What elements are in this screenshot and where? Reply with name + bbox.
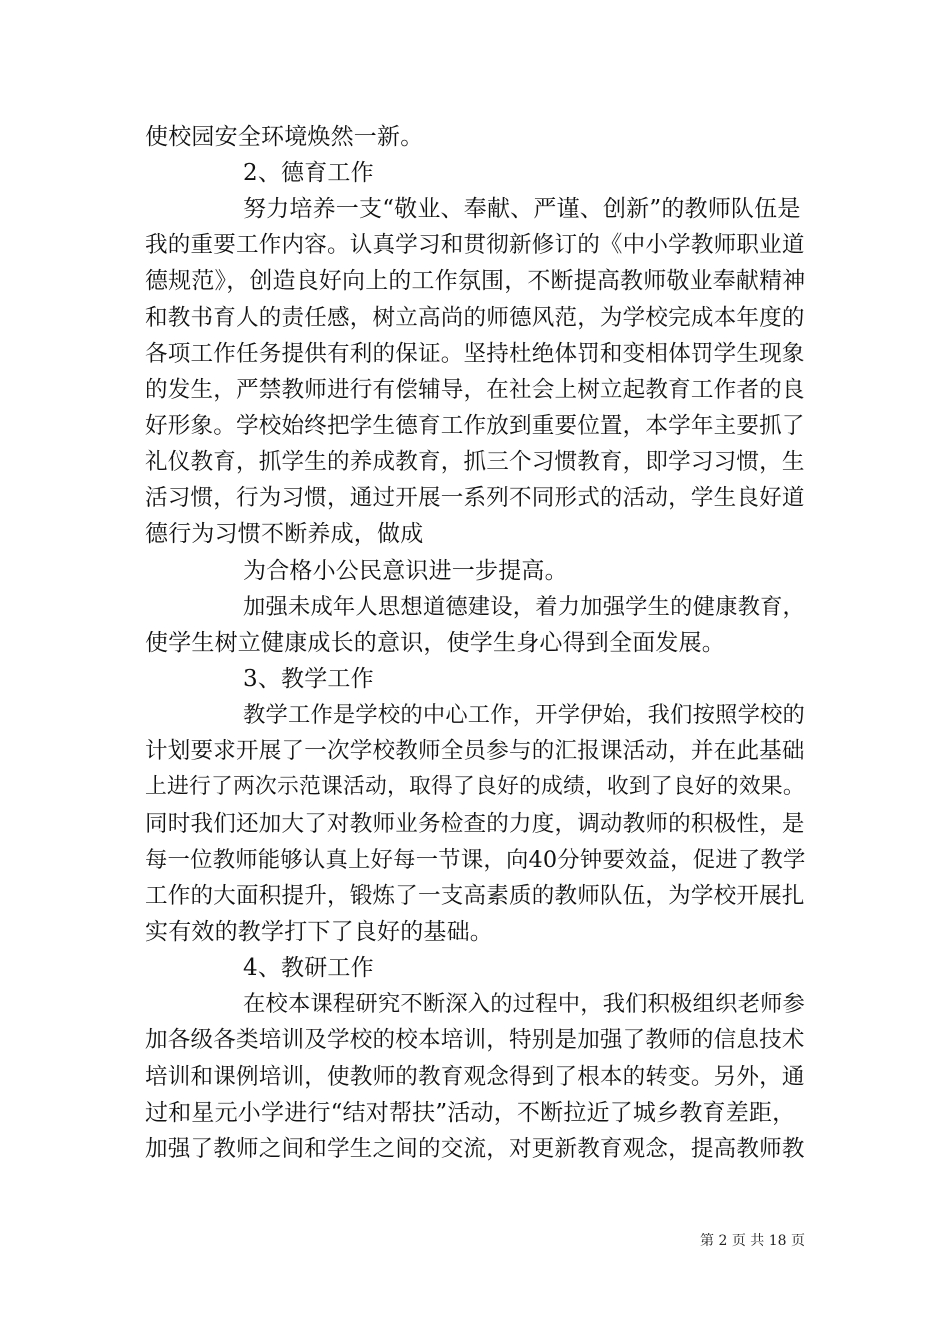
text-line-14: 加强未成年人思想道德建设，着力加强学生的健康教育，	[243, 594, 806, 620]
text-line-5: 德规范》，创造良好向上的工作氛围，不断提高教师敬业奉献精神	[145, 268, 806, 294]
text-line-25: 在校本课程研究不断深入的过程中，我们积极组织老师参	[243, 991, 806, 1017]
text-line-12: 德行为习惯不断养成，做成	[145, 521, 424, 547]
text-line-20: 同时我们还加大了对教师业务检查的力度，调动教师的积极性，是	[145, 811, 805, 837]
text-line-26: 加各级各类培训及学校的校本培训，特别是加强了教师的信息技术	[145, 1027, 805, 1053]
text-line-11: 活习惯，行为习惯，通过开展一系列不同形式的活动，学生良好道	[145, 485, 805, 511]
text-line-21: 每一位教师能够认真上好每一节课，向40分钟要效益，促进了教学	[145, 847, 806, 873]
text-line-10: 礼仪教育，抓学生的养成教育，抓三个习惯教育，即学习习惯，生	[145, 449, 805, 475]
text-line-29: 加强了教师之间和学生之间的交流，对更新教育观念，提高教师教	[145, 1136, 805, 1162]
text-line-9: 好形象。学校始终把学生德育工作放到重要位置，本学年主要抓了	[145, 413, 805, 439]
text-line-28: 过和星元小学进行“结对帮扶”活动，不断拉近了城乡教育差距，	[145, 1100, 796, 1126]
section-heading-teaching-research: 4、教研工作	[243, 955, 374, 981]
text-line-15: 使学生树立健康成长的意识，使学生身心得到全面发展。	[145, 630, 725, 656]
text-line-19: 上进行了两次示范课活动，取得了良好的成绩，收到了良好的效果。	[145, 774, 805, 799]
text-line-17: 教学工作是学校的中心工作，开学伊始，我们按照学校的	[243, 702, 806, 728]
text-line-13: 为合格小公民意识进一步提高。	[243, 558, 568, 584]
section-heading-moral-education: 2、德育工作	[243, 160, 374, 186]
text-line-18: 计划要求开展了一次学校教师全员参与的汇报课活动，并在此基础	[145, 738, 805, 764]
section-heading-teaching: 3、教学工作	[243, 666, 374, 692]
text-line-22: 工作的大面积提升，锻炼了一支高素质的教师队伍，为学校开展扎	[145, 883, 805, 909]
text-line-8: 的发生，严禁教师进行有偿辅导，在社会上树立起教育工作者的良	[145, 377, 805, 403]
text-line-7: 各项工作任务提供有利的保证。坚持杜绝体罚和变相体罚学生现象	[145, 341, 805, 367]
page-number-footer: 第 2 页 共 18 页	[700, 1233, 805, 1249]
text-line-4: 我的重要工作内容。认真学习和贯彻新修订的《中小学教师职业道	[145, 232, 805, 258]
text-line-3: 努力培养一支“敬业、奉献、严谨、创新”的教师队伍是	[243, 196, 801, 222]
text-line-1: 使校园安全环境焕然一新。	[145, 124, 424, 150]
text-line-23: 实有效的教学打下了良好的基础。	[145, 919, 493, 945]
text-line-27: 培训和课例培训，使教师的教育观念得到了根本的转变。另外，通	[145, 1064, 805, 1090]
text-line-6: 和教书育人的责任感，树立高尚的师德风范，为学校完成本年度的	[145, 305, 805, 331]
